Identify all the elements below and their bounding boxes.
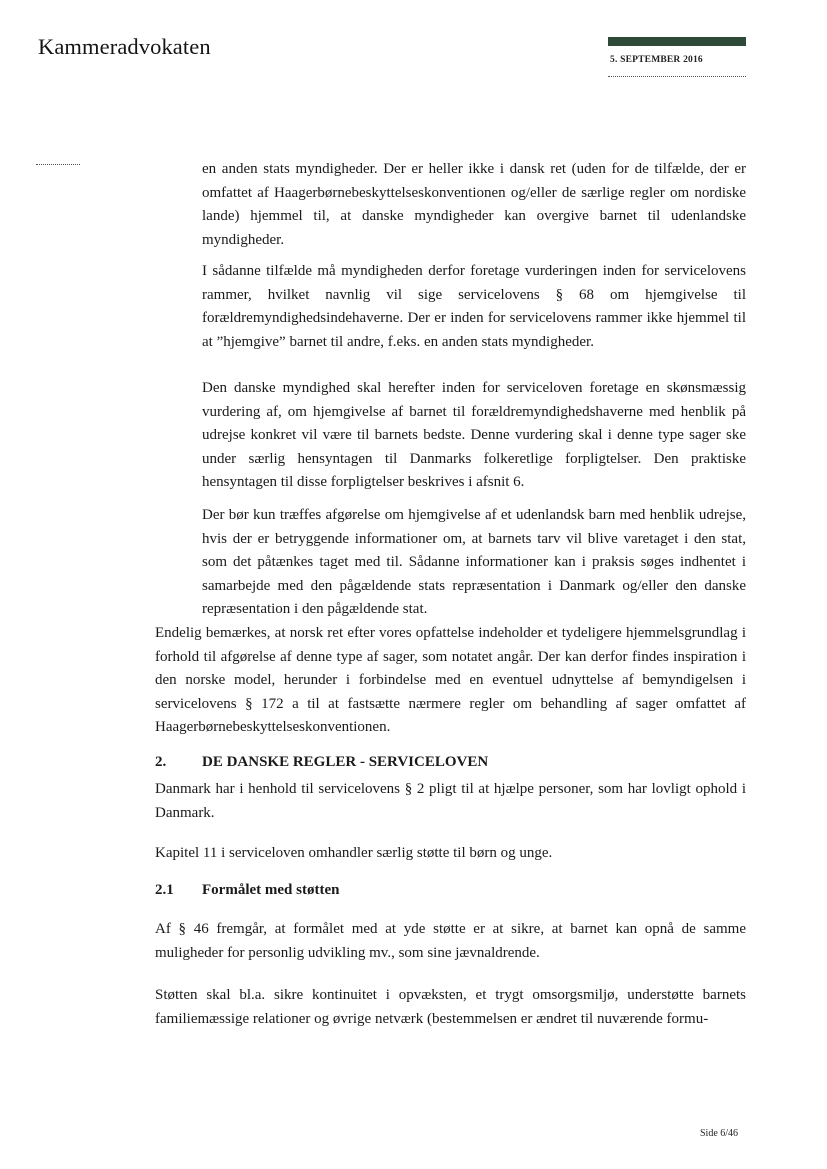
paragraph-4: Der bør kun træffes afgørelse om hjemgivelse af et udenlandsk barn med henblik udrejse, hvis der er betryggende informationer om, at barnets tarv vil blive varetaget i den stat, som det påtænkes taget med til. Sådanne informationer kan i praksis søges indhentet i samarbejde med den pågældende stats repræsentation i Danmark og/eller den danske repræsentation i den pågældende stat. xyxy=(202,507,746,618)
paragraph-3: Den danske myndighed skal herefter inden for serviceloven foretage en skønsmæssig vurdering af, om hjemgivelse af barnet til forældremyndighedshaverne med henblik på udrejse konkret vil være til barnets bedste. Denne vurdering skal i denne type sager ske under særlig hensyntagen til Danmarks folkeretlige forpligtelser. Den praktiske hensyntagen til disse forpligtelser beskrives i afsnit 6. xyxy=(202,380,746,491)
paragraph-1: en anden stats myndigheder. Der er heller ikke i dansk ret (uden for de tilfælde, der er omfattet af Haagerbørnebeskyttelseskonventionen og/eller de særlige regler om nordiske lande) hjemmel til, at danske myndigheder kan overgive barnet til udenlandske myndigheder. xyxy=(202,161,746,248)
page-number: Side 6/46 xyxy=(700,1128,739,1139)
margin-dotted-rule xyxy=(36,164,80,165)
heading-section-2 xyxy=(155,752,488,772)
heading-number: 2.1 xyxy=(155,882,174,898)
paragraph-8: Af § 46 fremgår, at formålet med at yde støtte er at sikre, at barnet kan opnå de samme muligheder for personlig udvikling mv., som sine jævnaldrende. xyxy=(155,921,746,961)
heading-title: DE DANSKE REGLER - SERVICELOVEN xyxy=(202,754,489,770)
header-color-bar xyxy=(608,37,746,46)
heading-title: Formålet med støtten xyxy=(202,882,340,898)
document-date: 5. SEPTEMBER 2016 xyxy=(610,55,703,65)
paragraph-6: Danmark har i henhold til servicelovens § 2 pligt til at hjælpe personer, som har lovligt ophold i Danmark. xyxy=(155,781,746,821)
paragraph-5: Endelig bemærkes, at norsk ret efter vores opfattelse indeholder et tydeligere hjemmelsgrundlag i forhold til afgørelse af denne type af sager, som notatet angår. Der kan derfor findes inspiration i den norske model, herunder i forbindelse med en eventuel udnyttelse af bemyndigelsen i servicelovens § 172 a til at fastsætte nærmere regler om behandling af sager omfattet af Haagerbørnebeskyttelseskonventionen. xyxy=(155,625,746,736)
heading-number: 2. xyxy=(155,754,167,770)
paragraph-2: I sådanne tilfælde må myndigheden derfor foretage vurderingen inden for servicelovens rammer, hvilket navnlig vil sige servicelovens § 68 om hjemgivelse til forældremyndighedsindehaverne. Der er inden for servicelovens rammer ikke hjemmel til at ”hjemgive” barnet til andre, f.eks. en anden stats myndigheder. xyxy=(202,263,746,350)
paragraph-9: Støtten skal bl.a. sikre kontinuitet i opvæksten, et trygt omsorgsmiljø, understøtte barnets familiemæssige relationer og øvrige netværk (bestemmelsen er ændret til nuværende formu- xyxy=(155,987,746,1027)
header-dotted-rule xyxy=(608,76,746,77)
paragraph-7: Kapitel 11 i serviceloven omhandler særlig støtte til børn og unge. xyxy=(155,845,553,861)
heading-section-2-1 xyxy=(155,880,339,900)
logo-kammeradvokaten: Kammeradvokaten xyxy=(38,34,211,59)
